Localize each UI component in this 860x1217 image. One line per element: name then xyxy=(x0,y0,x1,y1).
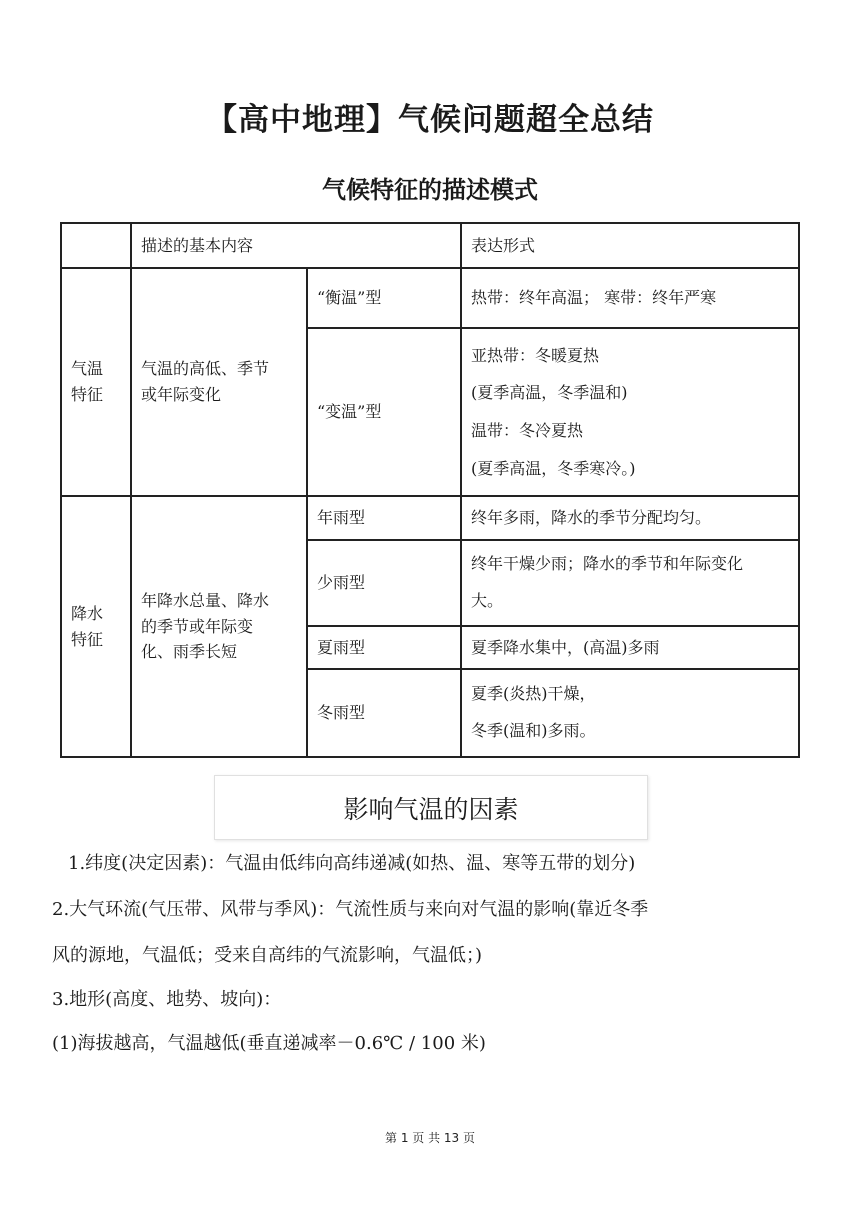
precipitation-feature-label xyxy=(61,496,131,757)
header-basic-content: 描述的基本内容 xyxy=(131,223,461,268)
expr-line: (夏季高温，冬季温和) xyxy=(471,383,628,403)
paragraph-altitude: (1)海拔越高，气温越低(垂直递减率－0.6℃ / 100 米) xyxy=(52,1033,486,1054)
expr-line: 夏季(炎热)干燥， xyxy=(471,684,596,704)
expression-summer-rain: 夏季降水集中，(高温)多雨 xyxy=(461,626,799,669)
temperature-content xyxy=(131,268,307,496)
type-variable-temperature: “变温”型 xyxy=(307,328,461,496)
temperature-label-line2: 特征 xyxy=(71,385,104,404)
table-row xyxy=(61,496,799,540)
precipitation-content-line3: 化、雨季长短 xyxy=(141,642,238,662)
expression-year-round-rain: 终年多雨，降水的季节分配均匀。 xyxy=(461,496,799,540)
precipitation-label-line2: 特征 xyxy=(71,629,104,649)
precipitation-content-line1: 年降水总量、降水 xyxy=(141,591,270,611)
type-summer-rain: 夏雨型 xyxy=(307,626,461,669)
temperature-content-line1: 气温的高低、季节 xyxy=(141,359,270,379)
expression-variable-temperature xyxy=(461,328,799,496)
document-title: 【高中地理】气候问题超全总结 xyxy=(206,102,654,138)
temperature-content-line2: 或年际变化 xyxy=(141,385,222,404)
paragraph-atmospheric-circulation-cont: 风的源地，气温低；受来自高纬的气流影响，气温低；) xyxy=(52,945,483,966)
temperature-label-line1: 气温 xyxy=(71,359,104,379)
header-empty-cell xyxy=(61,223,131,268)
page-number: 第 1 页 共 13 页 xyxy=(385,1131,475,1145)
expression-little-rain xyxy=(461,540,799,626)
precipitation-label-line1: 降水 xyxy=(71,603,104,623)
expr-line: 大。 xyxy=(471,591,504,610)
climate-description-table xyxy=(60,222,798,757)
paragraph-atmospheric-circulation: 2.大气环流(气压带、风带与季风)：气流性质与来向对气温的影响(靠近冬季 xyxy=(52,899,649,920)
section-heading-temperature-factors: 影响气温的因素 xyxy=(214,775,648,840)
type-winter-rain: 冬雨型 xyxy=(307,669,461,757)
table-header-row xyxy=(61,223,799,268)
temperature-feature-label xyxy=(61,268,131,496)
paragraph-terrain: 3.地形(高度、地势、坡向)： xyxy=(52,989,282,1010)
expr-line: 温带：冬冷夏热 xyxy=(471,421,584,440)
precipitation-content-line2: 的季节或年际变 xyxy=(141,616,254,636)
type-constant-temperature: “衡温”型 xyxy=(307,268,461,328)
expression-winter-rain xyxy=(461,669,799,757)
type-year-round-rain: 年雨型 xyxy=(307,496,461,540)
table-row xyxy=(61,268,799,328)
expr-line: 冬季(温和)多雨。 xyxy=(471,721,596,740)
expr-line: 亚热带：冬暖夏热 xyxy=(471,345,600,365)
expression-constant-temperature: 热带：终年高温； 寒带：终年严寒 xyxy=(461,268,799,328)
type-little-rain: 少雨型 xyxy=(307,540,461,626)
header-expression-form: 表达形式 xyxy=(461,223,799,268)
section-title-climate-description: 气候特征的描述模式 xyxy=(322,176,538,204)
expr-line: (夏季高温，冬季寒冷。) xyxy=(471,458,636,478)
paragraph-latitude: 1.纬度(决定因素)：气温由低纬向高纬递减(如热、温、寒等五带的划分) xyxy=(68,853,636,874)
precipitation-content xyxy=(131,496,307,757)
expr-line: 终年干燥少雨；降水的季节和年际变化 xyxy=(471,554,744,574)
